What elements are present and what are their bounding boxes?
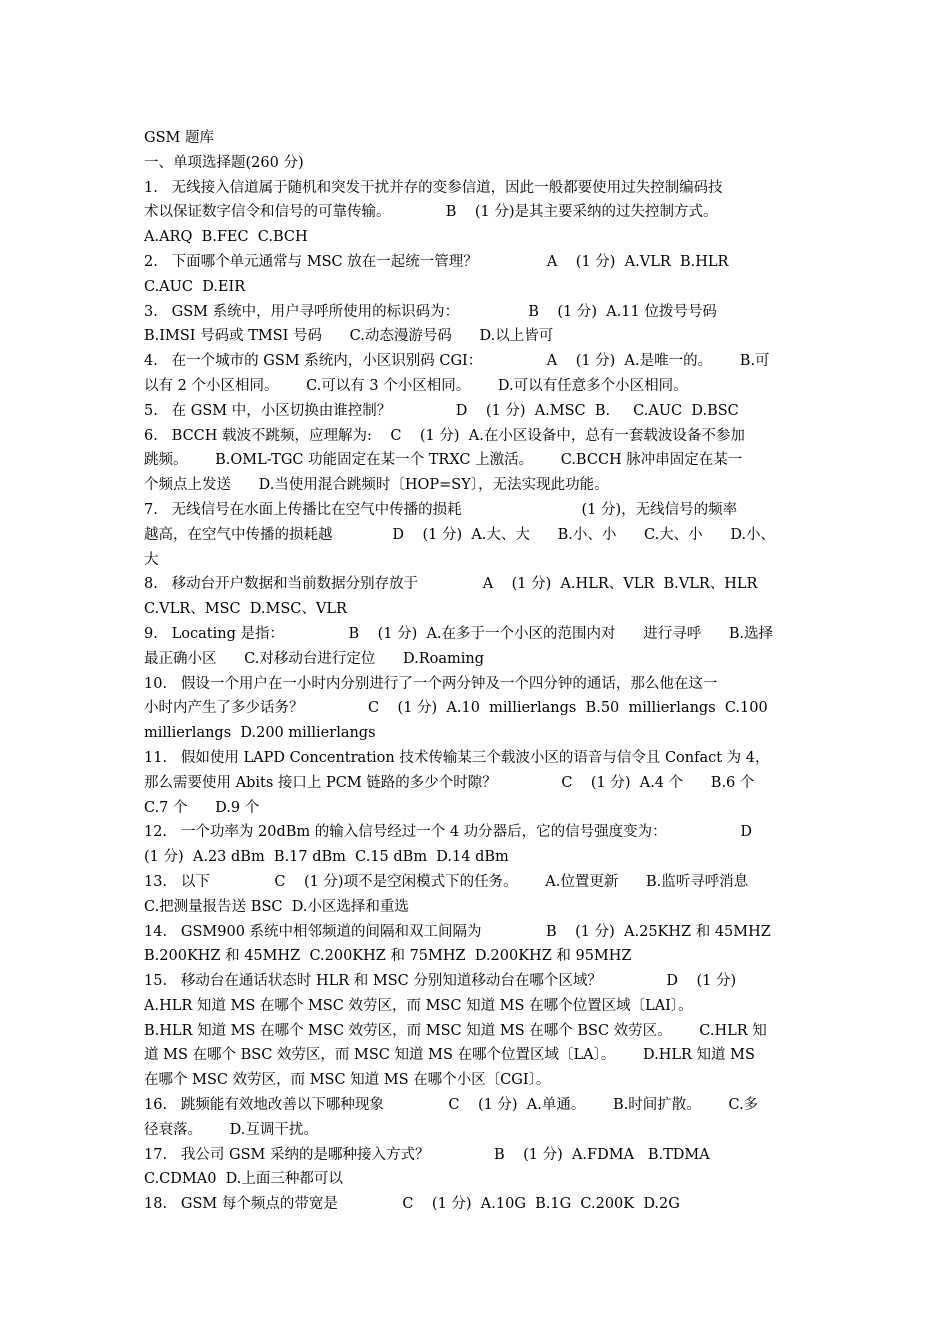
- text-line: 越高，在空气中传播的损耗越 D (1 分) A.大、大 B.小、小 C.大、小 D.小、: [144, 526, 776, 543]
- text-line: 以有 2 个小区相同。 C.可以有 3 个小区相同。 D.可以有任意多个小区相同。: [144, 377, 688, 394]
- text-line: 1. 无线接入信道属于随机和突发干扰并存的变参信道，因此一般都要使用过失控制编码技: [144, 179, 723, 196]
- text-line: 那么需要使用 Abits 接口上 PCM 链路的多少个时隙？ C (1 分) A.4 个 B.6 个: [144, 774, 755, 791]
- text-line: 9. Locating 是指： B (1 分) A.在多于一个小区的范围内对 进行寻呼 B.选择: [144, 625, 774, 642]
- text-line: C.AUC D.EIR: [144, 278, 246, 295]
- text-line: 个频点上发送 D.当使用混合跳频时〔HOP=SY〕，无法实现此功能。: [144, 477, 609, 494]
- text-line: 12. 一个功率为 20dBm 的输入信号经过一个 4 功分器后，它的信号强度变为： D: [144, 824, 753, 841]
- text-line: 术以保证数字信令和信号的可靠传输。 B (1 分)是其主要采纳的过失控制方式。: [144, 204, 718, 221]
- text-line: 在哪个 MSC 效劳区，而 MSC 知道 MS 在哪个小区〔CGI〕。: [144, 1072, 551, 1089]
- text-line: 大: [144, 551, 159, 568]
- text-line: 16. 跳频能有效地改善以下哪种现象 C (1 分) A.单通。 B.时间扩散。 C.多: [144, 1097, 759, 1114]
- text-line: 径衰落。 D.互调干扰。: [144, 1121, 318, 1138]
- text-line: 小时内产生了多少话务？ C (1 分) A.10 millierlangs B.50 millierlangs C.100: [144, 700, 768, 717]
- text-line: 11. 假如使用 LAPD Concentration 技术传输某三个载波小区的语音与信令且 Confact 为 4，: [144, 749, 770, 766]
- text-line: C.7 个 D.9 个: [144, 799, 260, 816]
- text-line: C.CDMA0 D.上面三种都可以: [144, 1171, 343, 1188]
- text-line: 2. 下面哪个单元通常与 MSC 放在一起统一管理？ A (1 分) A.VLR B.HLR: [144, 253, 729, 270]
- text-line: 7. 无线信号在水面上传播比在空气中传播的损耗 (1 分)，无线信号的频率: [144, 501, 738, 518]
- text-line: 5. 在 GSM 中，小区切换由谁控制？ D (1 分) A.MSC B. C.AUC D.BSC: [144, 402, 739, 419]
- text-line: 14. GSM900 系统中相邻频道的间隔和双工间隔为 B (1 分) A.25KHZ 和 45MHZ: [144, 923, 771, 940]
- text-line: C.VLR、MSC D.MSC、VLR: [144, 601, 347, 618]
- text-line: C.把测量报告送 BSC D.小区选择和重选: [144, 898, 409, 915]
- text-line: 3. GSM 系统中，用户寻呼所使用的标识码为： B (1 分) A.11 位拨号号码: [144, 303, 717, 320]
- text-line: millierlangs D.200 millierlangs: [144, 725, 376, 742]
- text-line: A.HLR 知道 MS 在哪个 MSC 效劳区，而 MSC 知道 MS 在哪个位置区域〔LAI〕。: [144, 997, 693, 1014]
- text-line: 6. BCCH 载波不跳频，应理解为: C (1 分) A.在小区设备中，总有一套载波设备不参加: [144, 427, 745, 444]
- text-line: B.200KHZ 和 45MHZ C.200KHZ 和 75MHZ D.200KHZ 和 95MHZ: [144, 948, 632, 965]
- section-heading: 一、单项选择题(260 分): [144, 154, 304, 171]
- document-title: GSM 题库: [144, 130, 214, 146]
- text-line: 道 MS 在哪个 BSC 效劳区，而 MSC 知道 MS 在哪个位置区域〔LA〕。 D.HLR 知道 MS: [144, 1047, 755, 1064]
- text-line: B.IMSI 号码或 TMSI 号码 C.动态漫游号码 D.以上皆可: [144, 328, 554, 345]
- text-line: 最正确小区 C.对移动台进行定位 D.Roaming: [144, 650, 485, 667]
- text-line: A.ARQ B.FEC C.BCH: [144, 229, 308, 246]
- text-line: B.HLR 知道 MS 在哪个 MSC 效劳区，而 MSC 知道 MS 在哪个 BSC 效劳区。 C.HLR 知: [144, 1022, 767, 1039]
- text-line: 15. 移动台在通话状态时 HLR 和 MSC 分别知道移动台在哪个区域？ D (1 分): [144, 973, 737, 990]
- text-line: 跳频。 B.OML-TGC 功能固定在某一个 TRXC 上激活。 C.BCCH 脉冲串固定在某一: [144, 452, 743, 469]
- text-line: 4. 在一个城市的 GSM 系统内，小区识别码 CGI： A (1 分) A.是唯一的。 B.可: [144, 353, 770, 370]
- text-line: (1 分) A.23 dBm B.17 dBm C.15 dBm D.14 dBm: [144, 849, 509, 866]
- text-line: 18. GSM 每个频点的带宽是 C (1 分) A.10G B.1G C.200K D.2G: [144, 1196, 680, 1213]
- text-line: 10. 假设一个用户在一小时内分别进行了一个两分钟及一个四分钟的通话，那么他在这一: [144, 675, 718, 692]
- text-line: 8. 移动台开户数据和当前数据分别存放于 A (1 分) A.HLR、VLR B.VLR、HLR: [144, 576, 758, 593]
- text-line: 13. 以下 C (1 分)项不是空闲模式下的任务。 A.位置更新 B.监听寻呼消息: [144, 873, 749, 890]
- text-line: 17. 我公司 GSM 采纳的是哪种接入方式？ B (1 分) A.FDMA B.TDMA: [144, 1146, 710, 1163]
- document-page: [144, 126, 808, 1217]
